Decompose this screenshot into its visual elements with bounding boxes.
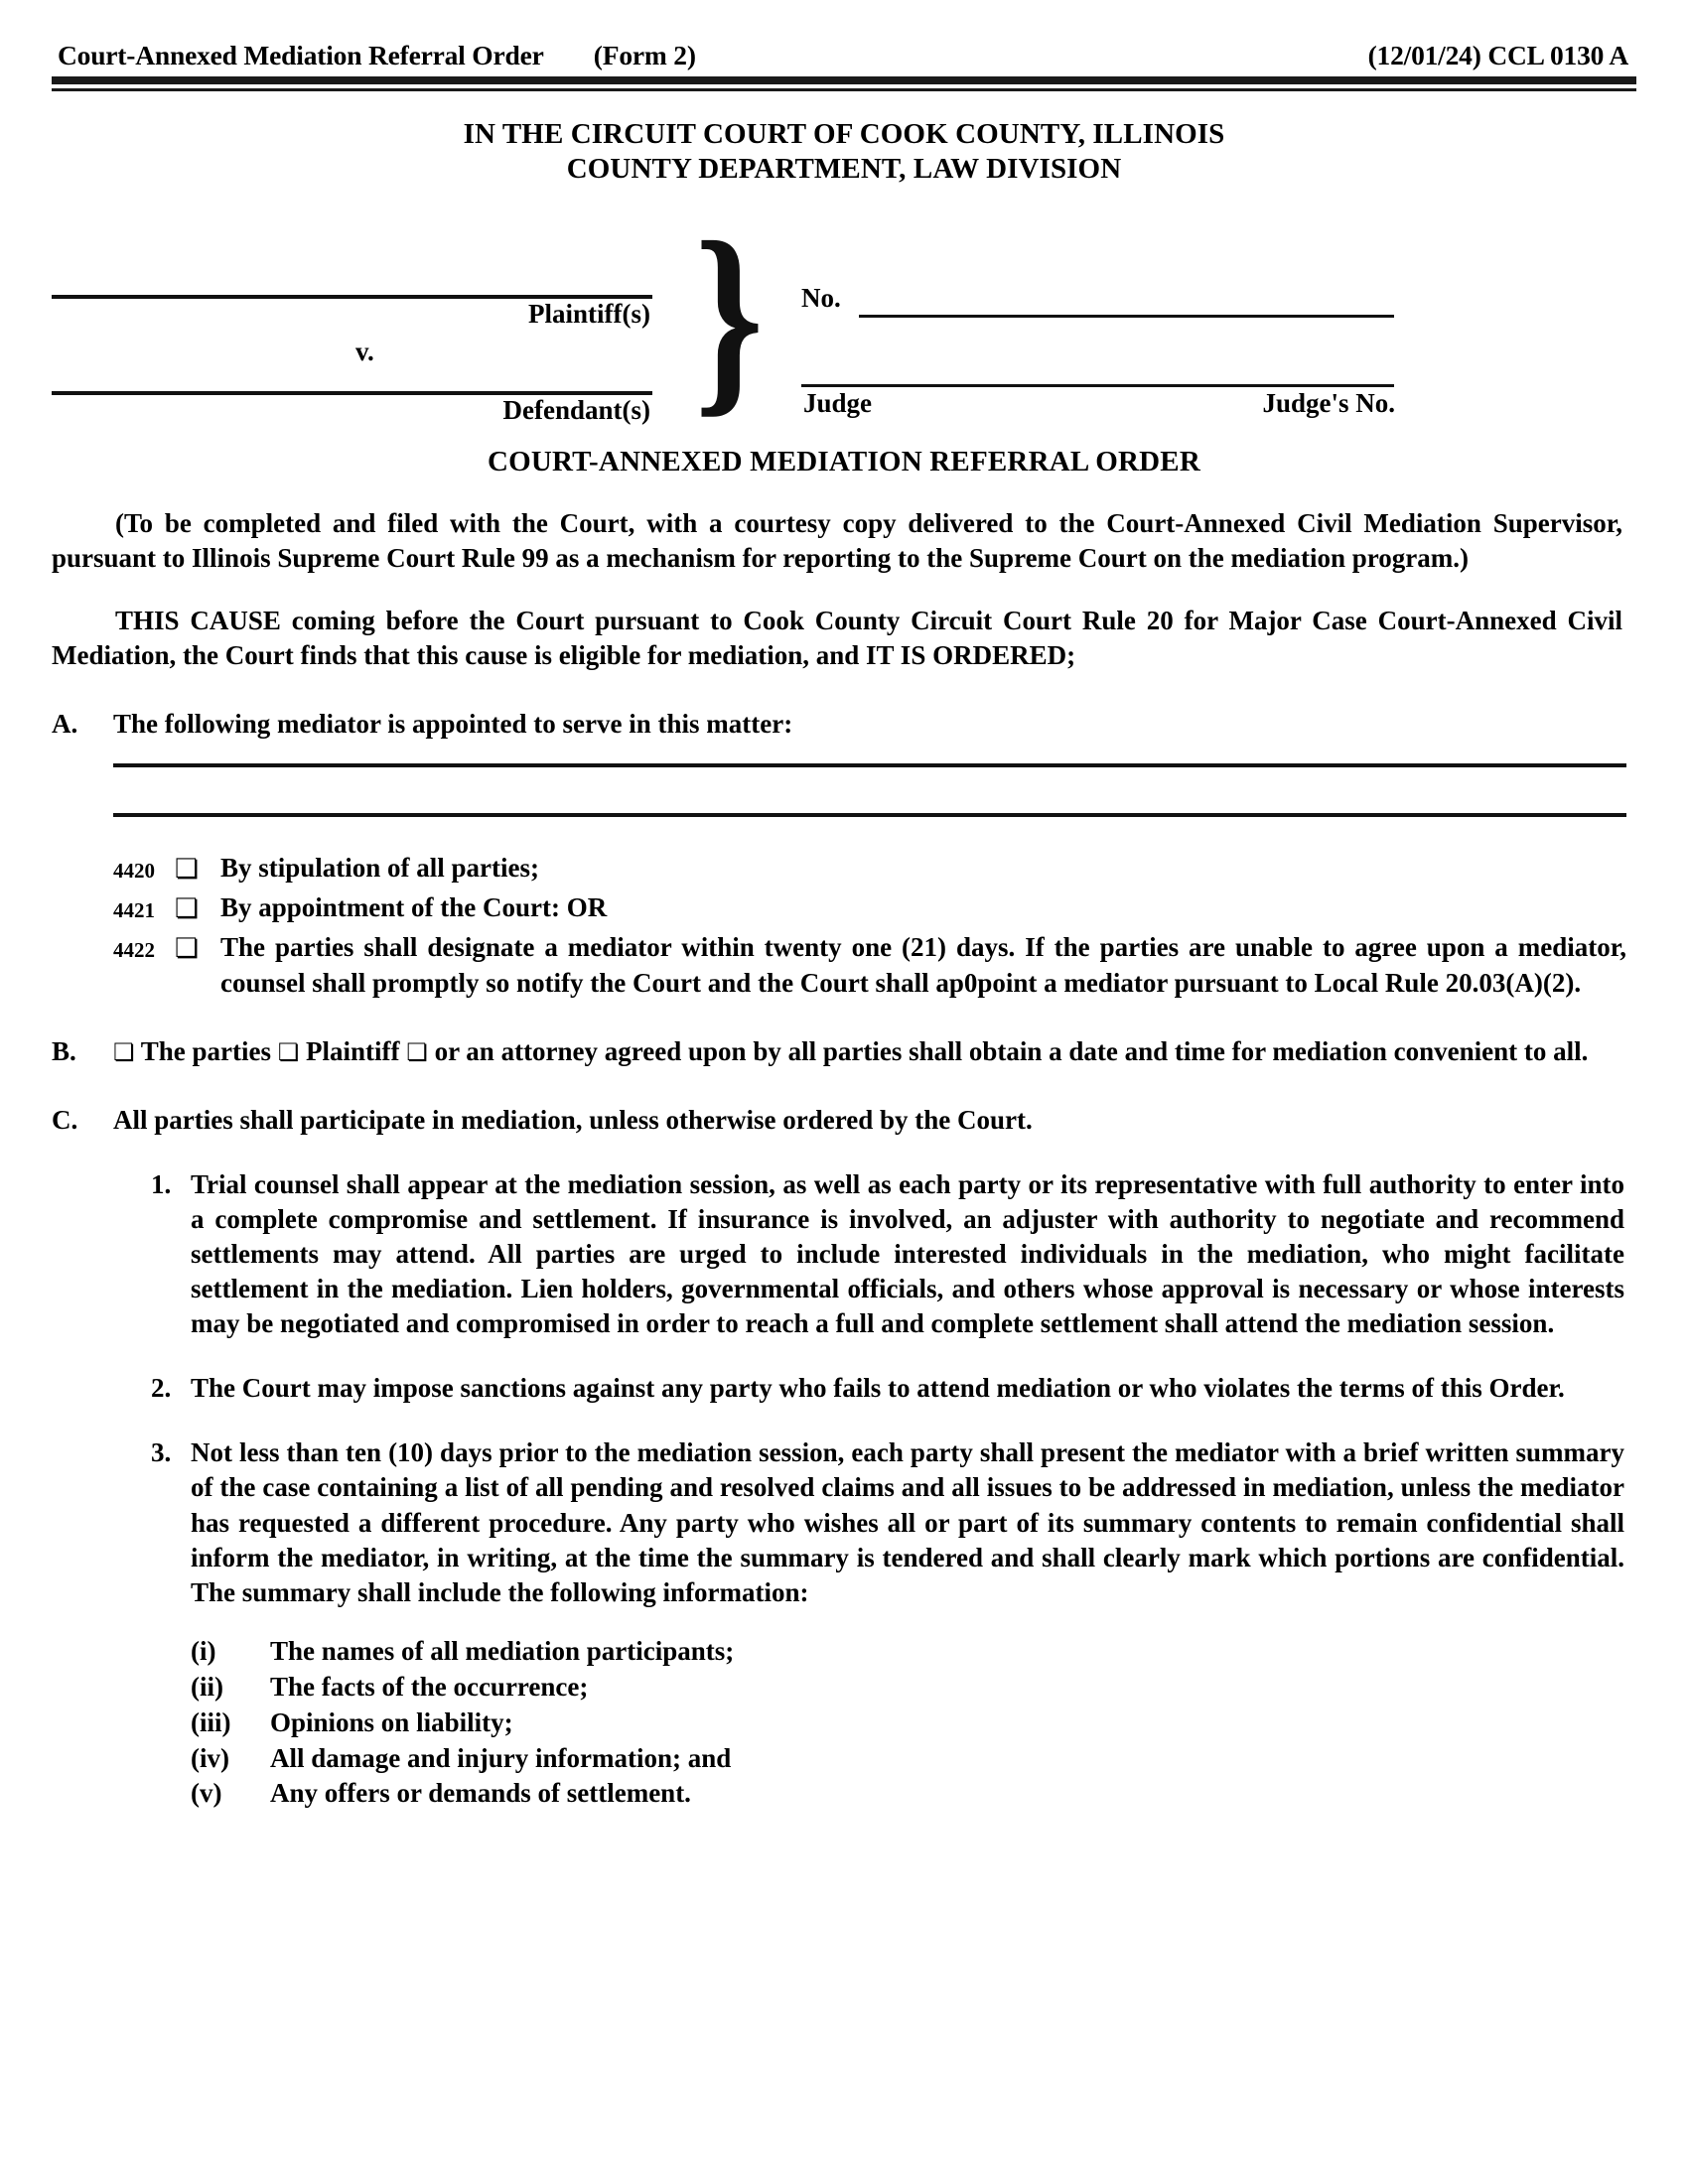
checkbox-4422[interactable] <box>175 930 220 966</box>
roman-item-iii-marker: (iii) <box>191 1706 231 1737</box>
mediator-name-field-line-2[interactable] <box>113 813 1626 817</box>
roman-item-i <box>191 1634 1636 1670</box>
section-a-letter: A. <box>52 709 78 740</box>
section-b-text-part3: or an attorney agreed upon by all parties shall obtain a date and time for mediation convenient to all. <box>434 1035 1589 1066</box>
summary-contents-list <box>52 1634 1636 1813</box>
order-title: COURT-ANNEXED MEDIATION REFERRAL ORDER <box>488 445 1200 478</box>
option-row-4421 <box>113 890 1626 926</box>
case-number-field[interactable] <box>859 315 1394 318</box>
form-title: Court-Annexed Mediation Referral Order <box>58 40 544 70</box>
section-a <box>52 707 1636 742</box>
judge-number-label: Judge's No. <box>1262 387 1395 418</box>
caption-brace: } <box>694 197 765 435</box>
judge-label: Judge <box>803 387 873 418</box>
form-header-left <box>58 40 696 71</box>
section-b-text <box>113 1034 1626 1069</box>
roman-item-i-text: The names of all mediation participants; <box>270 1635 735 1666</box>
section-c <box>52 1103 1636 1138</box>
roman-item-iii <box>191 1706 1636 1741</box>
option-text-4420: By stipulation of all parties; <box>220 853 540 884</box>
header-double-rule <box>52 76 1636 91</box>
option-row-4420 <box>113 851 1626 887</box>
form-number: (Form 2) <box>593 40 696 70</box>
checkbox-icon: ❏ <box>175 893 200 925</box>
checkbox-4420[interactable] <box>175 851 220 887</box>
numbered-item-3-marker: 3. <box>151 1437 172 1468</box>
roman-item-i-marker: (i) <box>191 1635 216 1666</box>
roman-item-ii-marker: (ii) <box>191 1671 223 1702</box>
case-caption-block <box>52 197 1636 435</box>
section-a-text: The following mediator is appointed to serve in this matter: <box>113 709 793 740</box>
numbered-item-1-marker: 1. <box>151 1168 172 1199</box>
caption-case-info <box>801 227 1397 418</box>
option-code-4420: 4420 <box>113 859 155 884</box>
roman-item-v <box>191 1776 1636 1812</box>
numbered-item-1-text: Trial counsel shall appear at the mediation session, as well as each party or its representative with full authority to enter into a complete compromise and settlement. If insurance is involved, an adjuster with authority to negotiate and recommend settlements may attend. All parties are urged to include interested individuals in the mediation, who might facilitate settlement in the mediation. Lien holders, governmental officials, and others whose approval is necessary or whose interests may be negotiated and compromised in order to reach a full and complete settlement shall attend the mediation session. <box>191 1168 1624 1339</box>
this-cause-paragraph: THIS CAUSE coming before the Court pursuant to Cook County Circuit Court Rule 20 for Major Case Court-Annexed Civil Mediation, the Court finds that this cause is eligible for mediation, and IT IS ORDERED; <box>52 605 1622 671</box>
section-b <box>52 1034 1636 1069</box>
mediator-appointment-options <box>52 851 1636 1000</box>
instructions-paragraph: (To be completed and filed with the Court, with a courtesy copy delivered to the Court-Annexed Civil Mediation Supervisor, pursuant to Illinois Supreme Court Rule 99 as a mechanism for reporting to the Supreme Court on the mediation program.) <box>52 507 1622 573</box>
option-text-4422: The parties shall designate a mediator within twenty one (21) days. If the parties are unable to agree upon a mediator, counsel shall promptly so notify the Court and the Court shall ap0point a mediator pursuant to Local Rule 20.03(A)(2). <box>220 932 1626 998</box>
checkbox-plaintiff-icon[interactable]: ❏ <box>277 1037 300 1066</box>
option-row-4422 <box>113 930 1626 1000</box>
court-heading <box>52 117 1636 188</box>
option-text-4421: By appointment of the Court: OR <box>220 892 608 923</box>
numbered-item-2 <box>52 1371 1636 1406</box>
roman-item-ii <box>191 1670 1636 1706</box>
judge-name-field[interactable] <box>801 384 1394 387</box>
versus-label: v. <box>355 336 374 366</box>
header-rule-thick <box>52 76 1636 84</box>
case-number-label: No. <box>801 282 841 313</box>
roman-item-iii-text: Opinions on liability; <box>270 1706 513 1737</box>
numbered-item-1 <box>52 1167 1636 1341</box>
numbered-item-2-marker: 2. <box>151 1373 172 1404</box>
section-c-text: All parties shall participate in mediation, unless otherwise ordered by the Court. <box>113 1104 1033 1135</box>
roman-item-v-text: Any offers or demands of settlement. <box>270 1778 691 1809</box>
checkbox-4421[interactable] <box>175 890 220 926</box>
checkbox-icon: ❏ <box>175 933 200 965</box>
checkbox-attorney-icon[interactable]: ❏ <box>406 1037 428 1066</box>
option-code-4421: 4421 <box>113 898 155 923</box>
form-revision-code: (12/01/24) CCL 0130 A <box>1367 40 1628 70</box>
section-b-text-part1: The parties <box>140 1035 272 1066</box>
section-b-letter: B. <box>52 1035 76 1066</box>
checkbox-icon: ❏ <box>175 854 200 886</box>
form-header <box>52 40 1636 71</box>
roman-item-iv <box>191 1741 1636 1777</box>
mediator-name-fields <box>52 763 1636 817</box>
mediator-name-field-line-1[interactable] <box>113 763 1626 767</box>
defendant-label: Defendant(s) <box>502 394 650 425</box>
numbered-item-3 <box>52 1435 1636 1609</box>
caption-parties <box>52 227 652 425</box>
court-heading-line-2: COUNTY DEPARTMENT, LAW DIVISION <box>566 153 1122 186</box>
section-b-text-part2: Plaintiff <box>306 1035 400 1066</box>
court-heading-line-1: IN THE CIRCUIT COURT OF COOK COUNTY, ILLINOIS <box>463 118 1225 150</box>
header-rule-thin <box>52 88 1636 91</box>
roman-item-v-marker: (v) <box>191 1778 222 1809</box>
section-c-letter: C. <box>52 1104 78 1135</box>
plaintiff-label: Plaintiff(s) <box>528 298 650 329</box>
roman-item-ii-text: The facts of the occurrence; <box>270 1671 589 1702</box>
checkbox-parties-icon[interactable]: ❏ <box>113 1037 135 1066</box>
numbered-item-2-text: The Court may impose sanctions against any party who fails to attend mediation or who violates the terms of this Order. <box>191 1373 1565 1404</box>
roman-item-iv-text: All damage and injury information; and <box>270 1742 732 1773</box>
option-code-4422: 4422 <box>113 938 155 963</box>
numbered-item-3-text: Not less than ten (10) days prior to the mediation session, each party shall present the mediator with a brief written summary of the case containing a list of all pending and resolved claims and all issues to be addressed in mediation, unless the mediator has requested a different procedure. Any party who wishes all or part of its summary contents to remain confidential shall inform the mediator, in writing, at the time the summary is tendered and shall clearly mark which portions are confidential. The summary shall include the following information: <box>191 1437 1624 1607</box>
roman-item-iv-marker: (iv) <box>191 1742 229 1773</box>
